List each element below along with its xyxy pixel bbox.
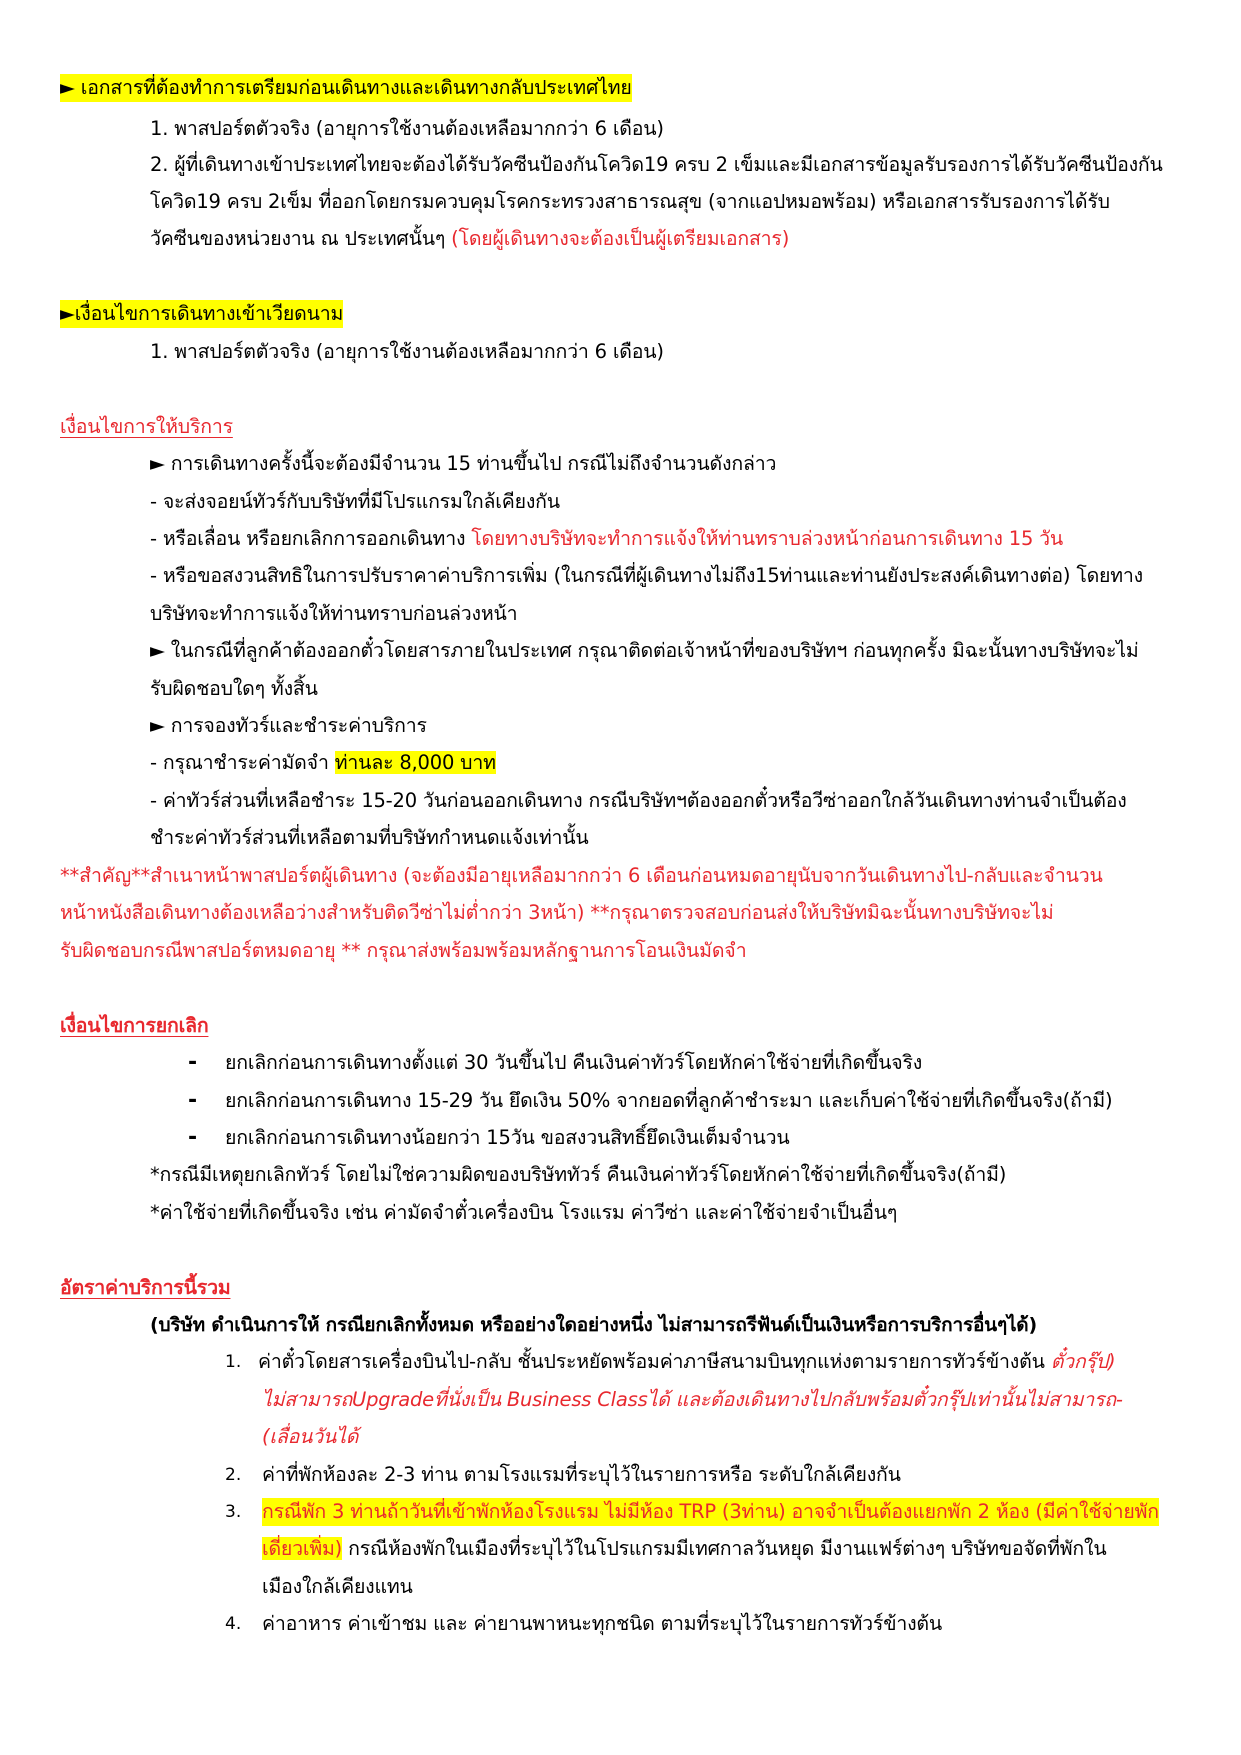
docs-item-1: 1. พาสปอร์ตตัวจริง (อายุการใช้งานต้องเหลือมากกว่า 6 เดือน) — [150, 117, 664, 140]
cancel-item-2: ยกเลิกก่อนการเดินทาง 15-29 วัน ยึดเงิน 50% จากยอดที่ลูกค้าชำระมา และเก็บค่าใช้จ่ายที่เกิดขึ้นจริง(ถ้ามี) — [225, 1089, 1113, 1112]
docs-item-2-line-3-text: วัคซีนของหน่วยงาน ณ ประเทศนั้นๆ — [150, 227, 452, 250]
service-line-3-text: - หรือเลื่อน หรือยกเลิกการออกเดินทาง — [150, 527, 472, 550]
rates-item-3-line-3: เมืองใกล้เคียงแทน — [262, 1575, 413, 1598]
cancel-bullet-3: - — [188, 1125, 198, 1150]
deposit-amount: ท่านละ 8,000 บาท — [334, 751, 496, 774]
rates-item-3-line-1: กรณีพัก 3 ท่านถ้าวันที่เข้าพักห้องโรงแรม ไม่มีห้อง TRP (3ท่าน) อาจจำเป็นต้องแยกพัก 2 ห้อง (มีค่าใช้จ่ายพัก — [262, 1498, 1159, 1526]
docs-item-2-line-1: 2. ผู้ที่เดินทางเข้าประเทศไทยจะต้องได้รับวัคซีนป้องกันโควิด19 ครบ 2 เข็มและมีเอกสารข้อมูลรับรองการได้รับวัคซีนป้องกัน — [150, 153, 1163, 176]
rates-item-2: ค่าที่พักห้องละ 2-3 ท่าน ตามโรงแรมที่ระบุไว้ในรายการหรือ ระดับใกล้เคียงกัน — [262, 1463, 901, 1486]
cancel-bullet-2: - — [188, 1088, 198, 1113]
rates-item-3-text: กรณีห้องพักในเมืองที่ระบุไว้ในโปรแกรมมีเทศกาลวันหยุด มีงานแฟร์ต่างๆ บริษัทขอจัดที่พักใน — [342, 1537, 1107, 1560]
service-heading: เงื่อนไขการให้บริการ — [60, 415, 233, 438]
rates-item-1-text: ค่าตั๋วโดยสารเครื่องบินไป-กลับ ชั้นประหยัดพร้อมค่าภาษีสนามบินทุกแห่งตามรายการทัวร์ข้างต้น — [258, 1350, 1051, 1373]
rates-number-2: 2. — [225, 1465, 242, 1485]
service-line-2: - จะส่งจอยน์ทัวร์กับบริษัทที่มีโปรแกรมใกล้เคียงกัน — [150, 490, 560, 513]
rates-note: (บริษัท ดำเนินการให้ กรณียกเลิกทั้งหมด หรืออย่างใดอย่างหนึ่ง ไม่สามารถรีฟันด์เป็นเงินหรือการบริการอื่นๆได้) — [150, 1314, 1037, 1336]
service-line-7: รับผิดชอบใดๆ ทั้งสิ้น — [150, 677, 318, 700]
docs-heading: ► เอกสารที่ต้องทำการเตรียมก่อนเดินทางและเดินทางกลับประเทศไทย — [60, 74, 632, 102]
service-line-6: ► ในกรณีที่ลูกค้าต้องออกตั๋วโดยสารภายในประเทศ กรุณาติดต่อเจ้าหน้าที่ของบริษัทฯ ก่อนทุกครั้ง มิฉะนั้นทางบริษัทจะไม่ — [150, 639, 1139, 662]
cancel-note-2: *ค่าใช้จ่ายที่เกิดขึ้นจริง เช่น ค่ามัดจำตั๋วเครื่องบิน โรงแรม ค่าวีซ่า และค่าใช้จ่ายจำเป็นอื่นๆ — [150, 1201, 898, 1224]
cancel-heading: เงื่อนไขการยกเลิก — [60, 1014, 209, 1037]
service-line-5: บริษัทจะทำการแจ้งให้ท่านทราบก่อนล่วงหน้า — [150, 602, 518, 625]
service-line-3 — [150, 525, 1063, 553]
service-line-8: ► การจองทัวร์และชำระค่าบริการ — [150, 714, 427, 737]
docs-item-2-note: (โดยผู้เดินทางจะต้องเป็นผู้เตรียมเอกสาร) — [451, 227, 790, 250]
service-line-9 — [150, 749, 496, 777]
service-line-4: - หรือขอสงวนสิทธิในการปรับราคาค่าบริการเพิ่ม (ในกรณีที่ผู้เดินทางไม่ถึง15ท่านและท่านยังประสงค์เดินทางต่อ) โดยทาง — [150, 564, 1144, 587]
cancel-item-1: ยกเลิกก่อนการเดินทางตั้งแต่ 30 วันขึ้นไป คืนเงินค่าทัวร์โดยหักค่าใช้จ่ายที่เกิดขึ้นจริง — [225, 1051, 923, 1074]
service-line-11: ชำระค่าทัวร์ส่วนที่เหลือตามที่บริษัทกำหนดแจ้งเท่านั้น — [150, 826, 589, 849]
rates-item-3-line-2 — [262, 1535, 1106, 1563]
rates-item-4: ค่าอาหาร ค่าเข้าชม และ ค่ายานพาหนะทุกชนิด ตามที่ระบุไว้ในรายการทัวร์ข้างต้น — [262, 1612, 943, 1635]
rates-item-1-note: ตั๋วกรุ๊ป) — [1050, 1350, 1116, 1373]
vietnam-item-1: 1. พาสปอร์ตตัวจริง (อายุการใช้งานต้องเหลือมากกว่า 6 เดือน) — [150, 340, 664, 363]
service-line-1: ► การเดินทางครั้งนี้จะต้องมีจำนวน 15 ท่านขึ้นไป กรณีไม่ถึงจำนวนดังกล่าว — [150, 452, 777, 475]
service-line-3-note: โดยทางบริษัทจะทำการแจ้งให้ท่านทราบล่วงหน้าก่อนการเดินทาง 15 วัน — [471, 527, 1064, 550]
important-line-2: หน้าหนังสือเดินทางต้องเหลือว่างสำหรับติดวีซ่าไม่ต่ำกว่า 3หน้า) **กรุณาตรวจสอบก่อนส่งให้บริษัทมิฉะนั้นทางบริษัทจะไม่ — [60, 901, 1054, 924]
important-line-3: รับผิดชอบกรณีพาสปอร์ตหมดอายุ ** กรุณาส่งพร้อมพร้อมหลักฐานการโอนเงินมัดจำ — [60, 939, 747, 962]
cancel-note-1: *กรณีมีเหตุยกเลิกทัวร์ โดยไม่ใช่ความผิดของบริษัททัวร์ คืนเงินค่าทัวร์โดยหักค่าใช้จ่ายที่เกิดขึ้นจริง(ถ้ามี) — [150, 1163, 1007, 1186]
cancel-item-3: ยกเลิกก่อนการเดินทางน้อยกว่า 15วัน ขอสงวนสิทธิ์ยึดเงินเต็มจำนวน — [225, 1126, 790, 1149]
rates-number-3: 3. — [225, 1502, 242, 1522]
docs-item-2-line-2: โควิด19 ครบ 2เข็ม ที่ออกโดยกรมควบคุมโรคกระทรวงสาธารณสุข (จากแอปหมอพร้อม) หรือเอกสารรับรองการได้รับ — [150, 190, 1110, 213]
docs-item-2-line-3 — [150, 225, 789, 253]
rates-heading: อัตราค่าบริการนี้รวม — [60, 1276, 231, 1299]
vietnam-heading: ►เงื่อนไขการเดินทางเข้าเวียดนาม — [60, 300, 343, 328]
rates-item-1-line-1 — [258, 1348, 1115, 1376]
important-line-1: **สำคัญ**สำเนาหน้าพาสปอร์ตผู้เดินทาง (จะต้องมีอายุเหลือมากกว่า 6 เดือนก่อนหมดอายุนับจากวันเดินทางไป-กลับและจำนวน — [60, 864, 1103, 887]
rates-item-1-line-2: ไม่สามารถUpgradeที่นั่งเป็น Business Classได้ และต้องเดินทางไปกลับพร้อมตั๋วกรุ๊ปเท่านั้นไม่สามารถ- — [262, 1388, 1123, 1411]
service-line-10: - ค่าทัวร์ส่วนที่เหลือชำระ 15-20 วันก่อนออกเดินทาง กรณีบริษัทฯต้องออกตั๋วหรือวีซ่าออกใกล้วันเดินทางท่านจำเป็นต้อง — [150, 789, 1127, 812]
rates-number-1: 1. — [225, 1352, 242, 1372]
service-line-9-text: - กรุณาชำระค่ามัดจำ — [150, 751, 335, 774]
cancel-bullet-1: - — [188, 1050, 198, 1075]
rates-item-3-highlight: เดี่ยวเพิ่ม) — [262, 1537, 343, 1560]
rates-number-4: 4. — [225, 1614, 242, 1634]
rates-item-1-line-3: (เลื่อนวันได้ — [262, 1425, 359, 1448]
